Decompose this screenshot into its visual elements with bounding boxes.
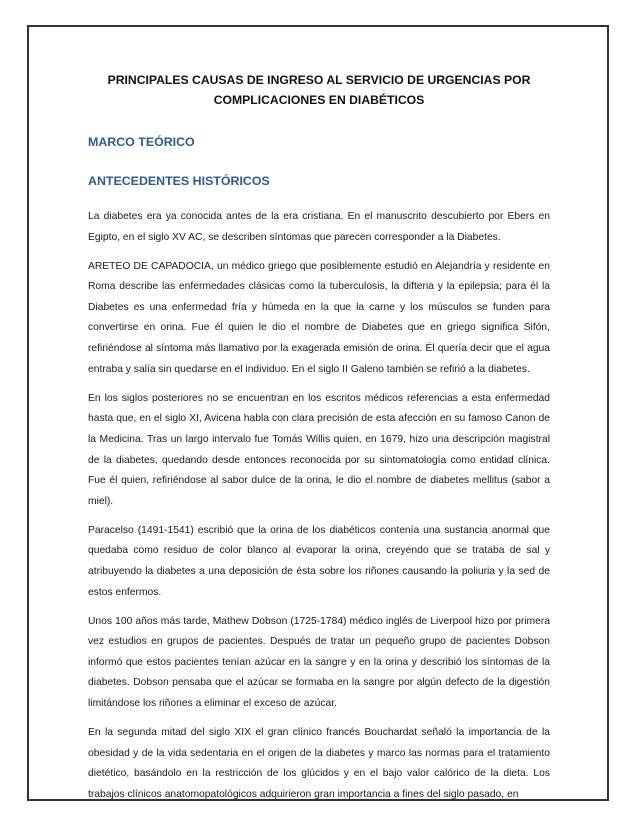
section-heading-marco-teorico: MARCO TEÓRICO (88, 135, 195, 149)
paragraph-dobson: Unos 100 años más tarde, Mathew Dobson (1725-1784) médico inglés de Liverpool hizo por primera vez estudios en grupos de pacientes. Después de tratar un pequeño grupo de pacientes Dobson informó que estos pacientes tenían azúcar en la sangre y en la orina y describió los síntomas de la diabetes. Dobson pensaba que el azúcar se formaba en la sangre por algún defecto de la digestión limitándose los riñones a eliminar el exceso de azúcar. (88, 615, 550, 710)
paragraph-paracelso: Paracelso (1491-1541) escribió que la orina de los diabéticos contenía una sustancia anormal que quedaba como residuo de color blanco al evaporar la orina, creyendo que se trataba de sal y atribuyendo la diabetes a una deposición de ésta sobre los riñones causando la poliuria y la sed de estos enfermos. (88, 524, 550, 598)
paragraph-bouchardat: En la segunda mitad del siglo XIX el gran clínico francés Bouchardat señaló la importancia de la obesidad y de la vida sedentaria en el origen de la diabetes y marco las normas para el tratamiento dietético, basándolo en la restricción de los glúcidos y en el bajo valor calórico de la dieta. Los trabajos clínicos anatomopatológicos adquirieron gran importancia a fines del siglo pasado, en (88, 727, 550, 800)
paragraph-avicena-willis: En los siglos posteriores no se encuentran en los escritos médicos referencias a esta enfermedad hasta que, en el siglo XI, Avicena habla con clara precisión de esta afección en su famoso Canon de la Medicina. Tras un largo intervalo fue Tomás Willis quien, en 1679, hizo una descripción magistral de la diabetes, quedando desde entonces reconocida por su sintomatología como entidad clínica. Fue él quien, refiriéndose al sabor dulce de la orina, le dio el nombre de diabetes mellitus (sabor a miel). (88, 392, 550, 507)
document-body (88, 70, 550, 814)
document-title: PRINCIPALES CAUSAS DE INGRESO AL SERVICIO DE URGENCIAS POR COMPLICACIONES EN DIABÉTICOS (107, 73, 531, 107)
section-heading-antecedentes: ANTECEDENTES HISTÓRICOS (88, 174, 270, 188)
paragraph-areteo: ARETEO DE CAPADOCIA, un médico griego que posiblemente estudió en Alejandría y residente en Roma describe las enfermedades clásicas como la tuberculosis, la difteria y la epilepsia; para él la Diabetes es una enfermedad fría y húmeda en la que la carne y los músculos se funden para convertirse en orina. Fue él quien le dio el nombre de Diabetes que en griego significa Sifón, refiriéndose al síntoma más llamativo por la exagerada emisión de orina. Él quería decir que el agua entraba y salía sin quedarse en el individuo. En el siglo II Galeno también se refirió a la diabetes. (88, 260, 550, 375)
paragraph-ebers: La diabetes era ya conocida antes de la era cristiana. En el manuscrito descubierto por Ebers en Egipto, en el siglo XV AC, se describen síntomas que parecen corresponder a la Diabetes. (88, 211, 550, 243)
